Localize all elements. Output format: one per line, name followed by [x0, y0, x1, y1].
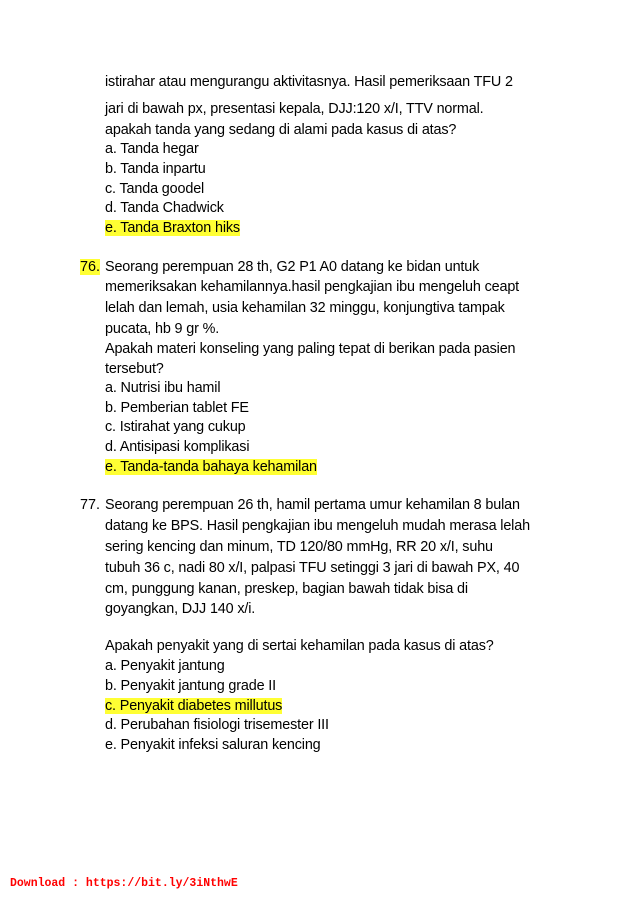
prev-question-line-3: apakah tanda yang sedang di alami pada kasus di atas?: [105, 122, 457, 138]
prev-question-line-1: istirahar atau mengurangu aktivitasnya. Hasil pemeriksaan TFU 2: [105, 74, 513, 90]
q77-option-d: d. Perubahan fisiologi trisemester III: [105, 717, 329, 733]
prev-option-b: b. Tanda inpartu: [105, 161, 206, 177]
q77-option-c-answer: [105, 697, 282, 715]
q77-option-e: e. Penyakit infeksi saluran kencing: [105, 737, 321, 753]
q77-line-5: cm, punggung kanan, preskep, bagian bawah tidak bisa di: [105, 581, 468, 597]
q76-option-b: b. Pemberian tablet FE: [105, 400, 249, 416]
question-77-number: 77.: [80, 497, 101, 513]
q76-line-2: memeriksakan kehamilannya.hasil pengkajian ibu mengeluh ceapt: [105, 279, 520, 295]
q77-line-1: Seorang perempuan 26 th, hamil pertama umur kehamilan 8 bulan: [105, 497, 520, 513]
q76-option-e-answer: [105, 458, 317, 476]
q76-line-4: pucata, hb 9 gr %.: [105, 321, 220, 337]
q77-line-4: tubuh 36 c, nadi 80 x/I, palpasi TFU setinggi 3 jari di bawah PX, 40: [105, 560, 520, 576]
q76-option-a: a. Nutrisi ibu hamil: [105, 380, 221, 396]
q77-option-b: b. Penyakit jantung grade II: [105, 678, 277, 694]
q77-line-3: sering kencing dan minum, TD 120/80 mmHg, RR 20 x/I, suhu: [105, 539, 493, 555]
q77-line-6: goyangkan, DJJ 140 x/i.: [105, 601, 256, 617]
q76-line-6: tersebut?: [105, 361, 164, 377]
q76-line-1: Seorang perempuan 28 th, G2 P1 A0 datang ke bidan untuk: [105, 259, 480, 275]
q76-line-5: Apakah materi konseling yang paling tepat di berikan pada pasien: [105, 341, 516, 357]
answer-highlight: e. Tanda Braxton hiks: [105, 220, 240, 236]
q77-option-a: a. Penyakit jantung: [105, 658, 225, 674]
prev-option-c: c. Tanda goodel: [105, 181, 205, 197]
answer-highlight: e. Tanda-tanda bahaya kehamilan: [105, 459, 317, 475]
question-number-highlight: 76.: [80, 259, 101, 275]
q76-line-3: lelah dan lemah, usia kehamilan 32 minggu, konjungtiva tampak: [105, 300, 505, 316]
prev-option-e-answer: [105, 219, 240, 237]
prev-question-line-2: jari di bawah px, presentasi kepala, DJJ:120 x/I, TTV normal.: [105, 101, 484, 117]
prev-option-a: a. Tanda hegar: [105, 141, 199, 157]
q76-option-c: c. Istirahat yang cukup: [105, 419, 246, 435]
prev-option-d: d. Tanda Chadwick: [105, 200, 224, 216]
q76-option-d: d. Antisipasi komplikasi: [105, 439, 250, 455]
download-link[interactable]: Download : https://bit.ly/3iNthwE: [10, 877, 238, 890]
q77-line-2: datang ke BPS. Hasil pengkajian ibu mengeluh mudah merasa lelah: [105, 518, 530, 534]
question-76-number: [80, 258, 100, 276]
q77-question: Apakah penyakit yang di sertai kehamilan pada kasus di atas?: [105, 638, 494, 654]
answer-highlight: c. Penyakit diabetes millutus: [105, 698, 283, 714]
